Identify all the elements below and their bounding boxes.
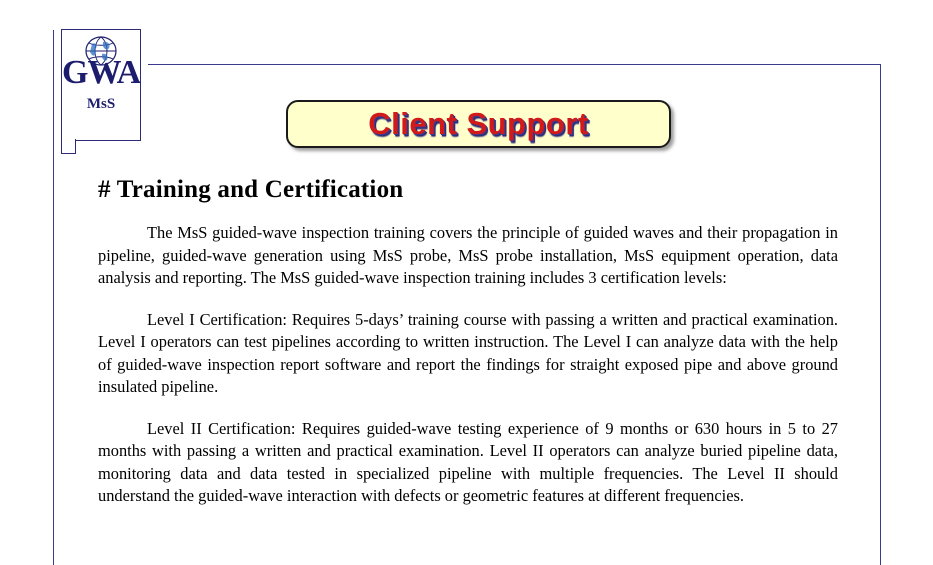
paragraph-overview: The MsS guided-wave inspection training covers the principle of guided waves and their propagation in pipeline, guided-wave generation using MsS probe, MsS probe installation, MsS equipment operation, data analysis and reporting. The MsS guided-wave inspection training includes 3 certification levels: [98, 223, 838, 287]
page-banner [286, 100, 671, 148]
paragraph-level-2: Level II Certification: Requires guided-wave testing experience of 9 months or 630 hours in 5 to 27 months with passing a written and practical examination. Level II operators can analyze buried pipeline data, monitoring data and data tested in specialized pipeline with multiple frequencies. The Level II should understand the guided-wave interaction with defects or geometric features at different frequencies. [98, 418, 838, 505]
page-border-top [148, 64, 881, 65]
page-border-right [880, 64, 881, 565]
logo-brand-text: GWA [62, 54, 141, 91]
banner-title: Client Support [368, 106, 589, 141]
page-border-left [53, 30, 54, 565]
page-title: # Training and Certification [98, 176, 404, 203]
paragraph-level-1: Level I Certification: Requires 5-days’ training course with passing a written and practical examination. Level I operators can test pipelines according to written instruction. The Level I can analyze data with the help of guided-wave inspection report software and report the findings for straight exposed pipe and above ground insulated pipeline. [98, 309, 838, 396]
company-logo [61, 29, 141, 141]
document-body [98, 176, 838, 508]
logo-page-fold [61, 139, 76, 154]
logo-sub-text: MsS [86, 96, 116, 112]
logo-inner [62, 30, 140, 140]
